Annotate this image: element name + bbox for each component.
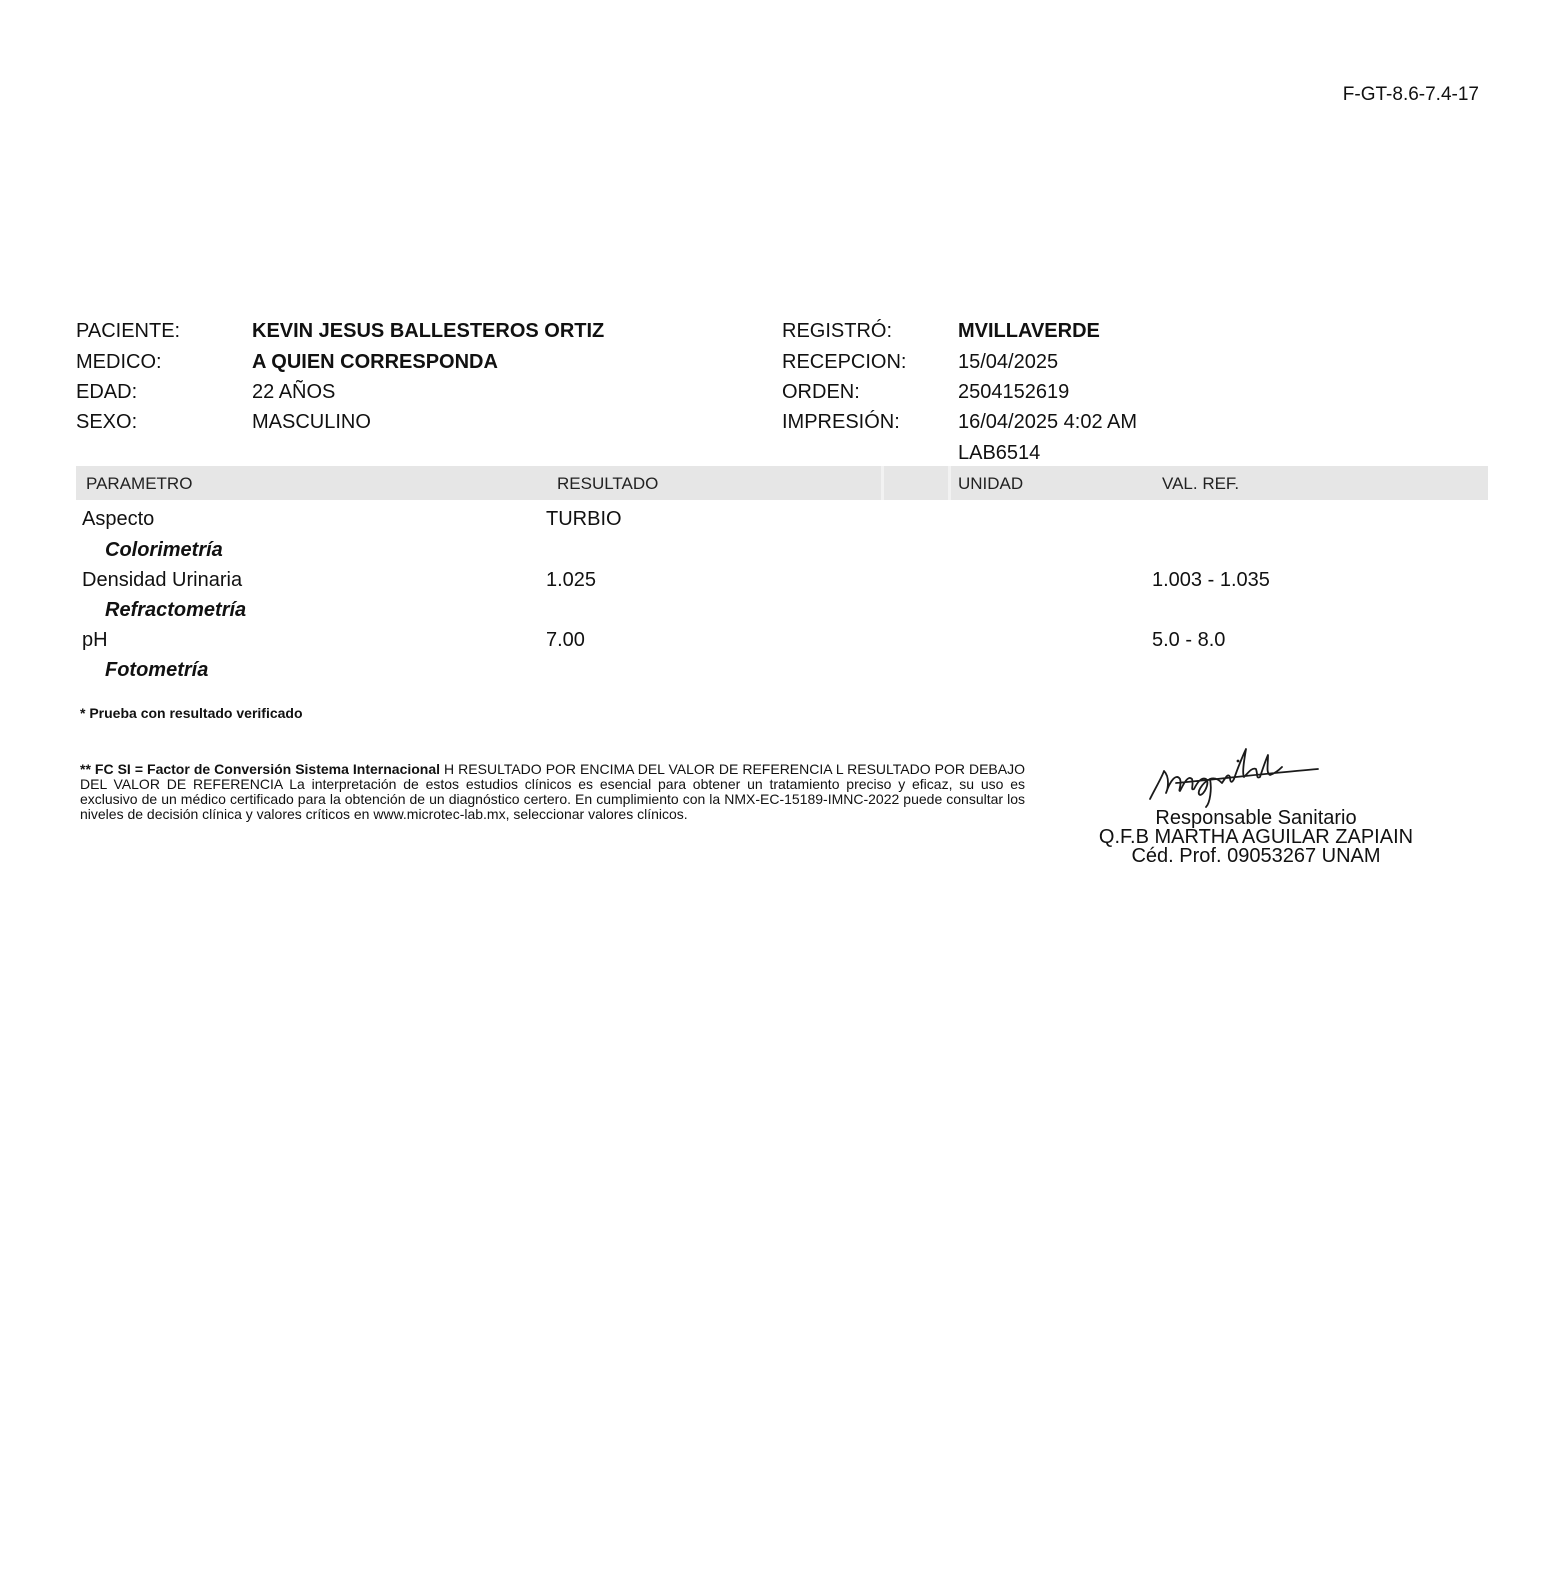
lab-code: LAB6514 xyxy=(958,442,1041,464)
signature-license: Céd. Prof. 09053267 UNAM xyxy=(1131,845,1381,867)
print-label: IMPRESIÓN: xyxy=(782,411,900,433)
footnote xyxy=(80,762,1025,822)
reception-label: RECEPCION: xyxy=(782,351,907,373)
param-aspecto: Aspecto xyxy=(82,508,155,530)
age-label: EDAD: xyxy=(76,381,138,403)
order-number: 2504152619 xyxy=(958,381,1070,403)
order-label: ORDEN: xyxy=(782,381,860,403)
param-densidad: Densidad Urinaria xyxy=(82,569,243,591)
result-ph: 7.00 xyxy=(546,629,585,651)
result-aspecto: TURBIO xyxy=(546,508,622,530)
reception-date: 15/04/2025 xyxy=(958,351,1059,373)
method-colorimetria: Colorimetría xyxy=(105,539,223,561)
result-densidad: 1.025 xyxy=(546,569,597,591)
method-refractometria: Refractometría xyxy=(105,599,247,621)
method-fotometria: Fotometría xyxy=(105,659,209,681)
registered-by-value: MVILLAVERDE xyxy=(958,320,1100,342)
header-val-ref: VAL. REF. xyxy=(1162,474,1240,493)
patient-name: KEVIN JESUS BALLESTEROS ORTIZ xyxy=(252,320,605,342)
header-unidad: UNIDAD xyxy=(958,474,1024,493)
print-datetime: 16/04/2025 4:02 AM xyxy=(958,411,1138,433)
ref-ph: 5.0 - 8.0 xyxy=(1152,629,1226,651)
doctor-name: A QUIEN CORRESPONDA xyxy=(252,351,498,373)
verified-note: * Prueba con resultado verificado xyxy=(80,705,303,721)
signature-name: Q.F.B MARTHA AGUILAR ZAPIAIN xyxy=(1098,826,1414,848)
ref-densidad: 1.003 - 1.035 xyxy=(1152,569,1270,591)
footnote-text: H RESULTADO POR ENCIMA DEL VALOR DE REFERENCIA L RESULTADO POR DEBAJO DEL VALOR DE REFERENCIA La interpretación de estos estudios clínicos es esencial para obtener un tratamiento preciso y eficaz, su uso es exclusivo de un médico certificado para la obtención de un diagnóstico certero. En cumplimiento con la NMX-EC-15189-IMNC-2022 puede consultar los niveles de decisión clínica y valores críticos en www.microtec-lab.mx, seleccionar valores clínicos. xyxy=(80,761,1025,822)
header-divider xyxy=(948,466,951,500)
header-divider xyxy=(881,466,884,500)
sex-value: MASCULINO xyxy=(252,411,371,433)
registered-by-label: REGISTRÓ: xyxy=(782,320,893,342)
patient-label: PACIENTE: xyxy=(76,320,181,342)
age-value: 22 AÑOS xyxy=(252,381,336,403)
doctor-label: MEDICO: xyxy=(76,351,162,373)
signature-block xyxy=(1080,737,1432,866)
header-parametro: PARAMETRO xyxy=(86,474,193,493)
sex-label: SEXO: xyxy=(76,411,138,433)
handwritten-signature xyxy=(1140,737,1320,809)
form-code: F-GT-8.6-7.4-17 xyxy=(1342,84,1479,105)
header-resultado: RESULTADO xyxy=(557,474,659,493)
results-table-header xyxy=(76,466,1488,500)
param-ph: pH xyxy=(82,629,108,651)
signature-role: Responsable Sanitario xyxy=(1155,807,1357,829)
footnote-bold: ** FC SI = Factor de Conversión Sistema Internacional xyxy=(80,761,441,777)
